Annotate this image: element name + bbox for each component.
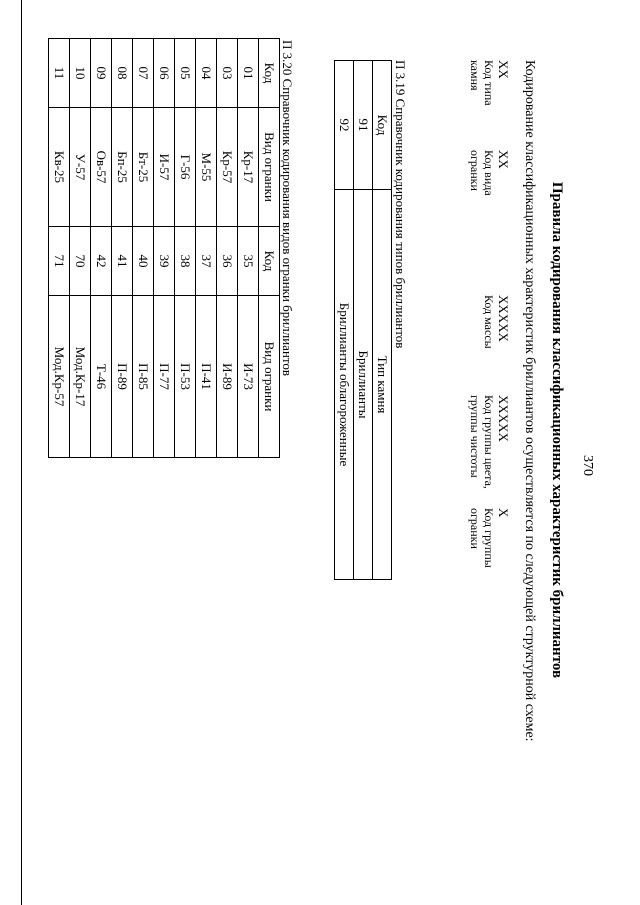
column-header: Вид огранки: [259, 296, 280, 458]
table-cell: Ов-57: [91, 108, 112, 227]
table-cell: 03: [217, 39, 238, 108]
table-cell: И-73: [238, 296, 259, 458]
code-label: группы чистоты: [468, 395, 482, 478]
table-row: [49, 39, 70, 458]
table-cell: 38: [175, 227, 196, 296]
table-cell: М-55: [196, 108, 217, 227]
table-cell: Бриллианты: [354, 190, 373, 580]
table-cell: Кр-17: [238, 108, 259, 227]
code-label: Код массы: [482, 295, 496, 349]
code-mask: XXXXX: [496, 295, 511, 342]
table-cell: 41: [112, 227, 133, 296]
column-header: Код: [259, 227, 280, 296]
table-cell: И-89: [217, 296, 238, 458]
page-bottom-rule: [21, 0, 22, 905]
cut-type-table: [48, 38, 280, 458]
code-label: огранки: [468, 150, 482, 191]
table-cell: П-53: [175, 296, 196, 458]
table-cell: 05: [175, 39, 196, 108]
table-title: П 3.20 Справочник кодирования видов огранки бриллиантов: [280, 40, 295, 377]
table-cell: 10: [70, 39, 91, 108]
code-part-mass: [482, 295, 510, 349]
table-cell: П-77: [154, 296, 175, 458]
table-row: [112, 39, 133, 458]
table-cell: 40: [133, 227, 154, 296]
table-row: [238, 39, 259, 458]
intro-paragraph: Кодирование классификационных характеристик бриллиантов осуществляется по следующей структурной схеме:: [522, 60, 537, 742]
table-cell: 06: [154, 39, 175, 108]
table-cell: П-41: [196, 296, 217, 458]
code-label: Код группы цвета,: [482, 395, 496, 489]
table-row: [154, 39, 175, 458]
table-cell: 04: [196, 39, 217, 108]
code-part-stone-type: [468, 60, 510, 106]
table-cell: П-89: [112, 296, 133, 458]
table-cell: 01: [238, 39, 259, 108]
table-cell: 39: [154, 227, 175, 296]
table-cell: Кр-57: [217, 108, 238, 227]
table-cell: 08: [112, 39, 133, 108]
table-row: [91, 39, 112, 458]
table-title: П 3.19 Справочник кодирования типов бриллиантов: [393, 60, 408, 349]
code-mask: X: [496, 508, 511, 518]
table-cell: Бриллианты облагороженные: [335, 190, 354, 580]
table-header-row: [373, 61, 392, 580]
table-row: [70, 39, 91, 458]
table-cell: Бт-25: [133, 108, 154, 227]
table-row: [196, 39, 217, 458]
table-row: [217, 39, 238, 458]
code-label: Код группы: [482, 508, 496, 568]
table-cell: 92: [335, 61, 354, 190]
table-cell: И-57: [154, 108, 175, 227]
column-header: Вид огранки: [259, 108, 280, 227]
table-row: [335, 61, 354, 580]
code-label: Код типа: [482, 60, 496, 106]
code-mask: XXXXX: [496, 395, 511, 442]
stone-type-table: [334, 60, 392, 580]
code-label: огранки: [468, 508, 482, 549]
column-header: Код: [259, 39, 280, 108]
table-cell: 35: [238, 227, 259, 296]
table-cell: 11: [49, 39, 70, 108]
column-header: Код: [373, 61, 392, 190]
code-mask: XX: [496, 60, 511, 79]
code-mask: XX: [496, 150, 511, 169]
table-row: [175, 39, 196, 458]
table-row: [133, 39, 154, 458]
table-header-row: [259, 39, 280, 458]
table-cell: Мод.Кр-57: [49, 296, 70, 458]
table-cell: 42: [91, 227, 112, 296]
table-cell: Мод.Кр-17: [70, 296, 91, 458]
table-cell: Бп-25: [112, 108, 133, 227]
table-cell: У-57: [70, 108, 91, 227]
table-cell: 36: [217, 227, 238, 296]
table-row: [354, 61, 373, 580]
table-cell: 91: [354, 61, 373, 190]
code-label: Код вида: [482, 150, 496, 196]
table-cell: 09: [91, 39, 112, 108]
table-cell: П-85: [133, 296, 154, 458]
page-number: 370: [580, 455, 595, 476]
code-part-color-clarity: [468, 395, 510, 489]
code-part-cut-type: [468, 150, 510, 196]
table-cell: 71: [49, 227, 70, 296]
table-cell: 70: [70, 227, 91, 296]
page-title: Правила кодирования классификационных характеристик бриллиантов: [549, 181, 565, 679]
table-cell: Г-56: [175, 108, 196, 227]
code-label: камня: [468, 60, 482, 91]
table-cell: Т-46: [91, 296, 112, 458]
code-part-cut-group: [468, 508, 510, 568]
table-cell: 07: [133, 39, 154, 108]
table-cell: 37: [196, 227, 217, 296]
column-header: Тип камня: [373, 190, 392, 580]
table-cell: Кв-25: [49, 108, 70, 227]
